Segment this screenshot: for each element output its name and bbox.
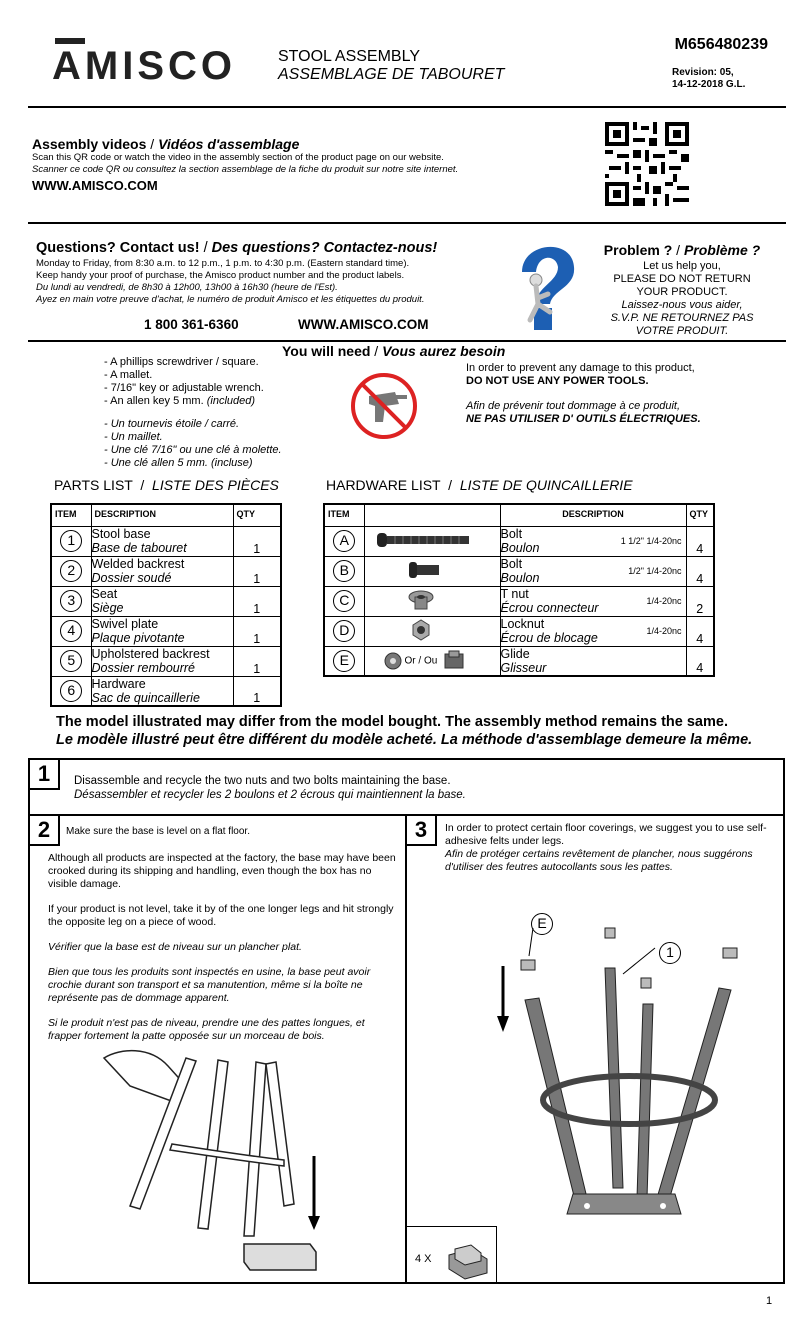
stool-base-glides-illustration xyxy=(487,908,787,1228)
part-number-badge: 4 xyxy=(60,620,82,642)
step-3-box: 3 In order to protect certain floor coverings, we suggest you to use self-adhesive felts under legs. Afin de protéger certains revêtement de plancher, nous suggérons d'utiliser des feutres autocollants sous les pattes. E 1 4 X xyxy=(405,814,785,1284)
hardware-letter-badge: A xyxy=(333,530,355,552)
table-row: C T nut Écrou connecteur 1/4-20nc 2 xyxy=(324,586,714,616)
glide-square-icon xyxy=(437,648,477,674)
callout-e: E xyxy=(531,913,553,935)
contact-url[interactable]: WWW.AMISCO.COM xyxy=(298,317,429,332)
videos-section: Assembly videos / Vidéos d'assemblage Scan this QR code or watch the video in the assembly section of the product page on our website. Scanner ce code QR ou consultez la section assemblage de la fiche du produit sur notre site internet. WWW.AMISCO.COM xyxy=(32,136,459,193)
problem-section: Problem ? / Problème ? Let us help you, PLEASE DO NOT RETURN YOUR PRODUCT. Laissez-nous vous aider, S.V.P. NE RETOURNEZ PAS VOTRE PRODUIT. xyxy=(603,242,761,337)
hardware-table: ITEM DESCRIPTION QTY A Bolt Boulon 1 1/2" 1/4-20nc 4 B Bolt Boulon 1/2" 1/4-20nc 4 C T nut Écrou connecteur 1/4-20nc 2 D Locknut Écrou de blocage 1/4-20nc 4 E Or / Ou Glide Glisseur 4 xyxy=(323,503,715,677)
tools-list-en: - A phillips screwdriver / square. - A mallet. - 7/16" key or adjustable wrench. - An allen key 5 mm. (included) xyxy=(104,356,264,407)
header-divider xyxy=(28,106,786,108)
table-row: E Or / Ou Glide Glisseur 4 xyxy=(324,646,714,676)
title-fr: ASSEMBLAGE DE TABOURET xyxy=(278,66,505,83)
no-power-tools-icon xyxy=(347,370,421,442)
callout-1: 1 xyxy=(659,942,681,964)
part-number-badge: 6 xyxy=(60,680,82,702)
part-number-badge: 2 xyxy=(60,560,82,582)
model-notice-en: The model illustrated may differ from the model bought. The assembly method remains the same. xyxy=(56,714,728,730)
power-tools-warning: In order to prevent any damage to this product, DO NOT USE ANY POWER TOOLS. Afin de prévenir tout dommage à ce produit, NE PAS UTILISER D' OUTILS ÉLECTRIQUES. xyxy=(466,362,701,425)
phone-number[interactable]: 1 800 361-6360 xyxy=(144,317,239,332)
step-number: 1 xyxy=(30,760,60,790)
part-number-badge: 3 xyxy=(60,590,82,612)
table-row: 3 Seat Siège 1 xyxy=(51,586,281,616)
videos-url[interactable]: WWW.AMISCO.COM xyxy=(32,178,158,193)
hardware-letter-badge: E xyxy=(333,650,355,672)
table-row: 2 Welded backrest Dossier soudé 1 xyxy=(51,556,281,586)
table-row: D Locknut Écrou de blocage 1/4-20nc 4 xyxy=(324,616,714,646)
bolt-long-icon xyxy=(365,527,499,553)
step-1-box: 1 Disassemble and recycle the two nuts and two bolts maintaining the base. Désassembler et recycler les 2 boulons et 2 écrous qui maintiennent la base. xyxy=(28,758,785,816)
table-row: A Bolt Boulon 1 1/2" 1/4-20nc 4 xyxy=(324,526,714,556)
model-notice-fr: Le modèle illustré peut être différent du modèle acheté. La méthode d'assemblage demeure la même. xyxy=(56,732,753,748)
step-number: 3 xyxy=(407,816,437,846)
table-row: 1 Stool base Base de tabouret 1 xyxy=(51,526,281,556)
brand-logo: AMISCO xyxy=(52,44,236,88)
contact-divider xyxy=(28,340,786,342)
question-mark-figure-icon xyxy=(492,232,592,336)
videos-divider xyxy=(28,222,786,224)
table-row: 6 Hardware Sac de quincaillerie 1 xyxy=(51,676,281,706)
stool-leveling-illustration xyxy=(90,1046,390,1276)
parts-table: ITEM DESCRIPTION QTY 1 Stool base Base de tabouret 1 2 Welded backrest Dossier soudé 1 3 Seat Siège 1 4 Swivel plate Plaque pivotante 1 5 Upholstered backrest Dossier rembourré 1 6 Hardware Sac de quincaillerie 1 xyxy=(50,503,282,707)
hardware-letter-badge: C xyxy=(333,590,355,612)
glide-round-icon xyxy=(365,648,405,674)
step-number: 2 xyxy=(30,816,60,846)
hardware-letter-badge: B xyxy=(333,560,355,582)
tools-list-fr: - Un tournevis étoile / carré. - Un maillet. - Une clé 7/16" ou une clé à molette. - Une clé allen 5 mm. (incluse) xyxy=(104,418,282,469)
part-number-badge: 5 xyxy=(60,650,82,672)
glide-inset: 4 X xyxy=(407,1226,497,1284)
locknut-icon xyxy=(365,617,499,643)
table-row: B Bolt Boulon 1/2" 1/4-20nc 4 xyxy=(324,556,714,586)
hardware-list-title: HARDWARE LIST / LISTE DE QUINCAILLERIE xyxy=(326,477,633,493)
hardware-letter-badge: D xyxy=(333,620,355,642)
contact-section: Questions? Contact us! / Des questions? Contactez-nous! Monday to Friday, from 8:30 a.m. to 12 p.m., 1 p.m. to 4:30 p.m. (Eastern standard time). Keep handy your proof of purchase, the Amisco product number and the product labels. Du lundi au vendredi, de 8h30 à 12h00, 13h00 à 16h30 (heure de l'Est). Ayez en main votre preuve d'achat, le numéro de produit Amisco et les étiquettes du produit. xyxy=(36,240,438,305)
tools-title: You will need / Vous aurez besoin xyxy=(282,343,506,359)
page-number: 1 xyxy=(766,1295,773,1307)
model-number: M656480239 xyxy=(674,36,768,53)
step-2-box: 2 Make sure the base is level on a flat floor. Although all products are inspected at the factory, the base may have been crooked during its shipping and handling, even though the box has no visible damage. If your product is not level, take it by of the one longer legs and hit strongly the opposite leg on a piece of wood. Vérifier que la base est de niveau sur un plancher plat. Bien que tous les produits sont inspectés en usine, la base peut avoir crochie durant son transport et sa manutention, même si la boîte ne représente pas de dommage apparent. Si le produit n'est pas de niveau, prendre une des pattes longues, et frapper fortement la patte opposée sur un morceau de bois. xyxy=(28,814,407,1284)
revision: Revision: 05, 14-12-2018 G.L. xyxy=(672,67,746,90)
parts-list-title: PARTS LIST / LISTE DES PIÈCES xyxy=(54,477,279,493)
title-en: STOOL ASSEMBLY xyxy=(278,48,420,65)
t-nut-icon xyxy=(365,587,499,613)
part-number-badge: 1 xyxy=(60,530,82,552)
qr-code-icon[interactable] xyxy=(605,122,689,206)
table-row: 4 Swivel plate Plaque pivotante 1 xyxy=(51,616,281,646)
glide-icon xyxy=(441,1235,495,1281)
bolt-short-icon xyxy=(365,557,499,583)
table-row: 5 Upholstered backrest Dossier rembourré 1 xyxy=(51,646,281,676)
